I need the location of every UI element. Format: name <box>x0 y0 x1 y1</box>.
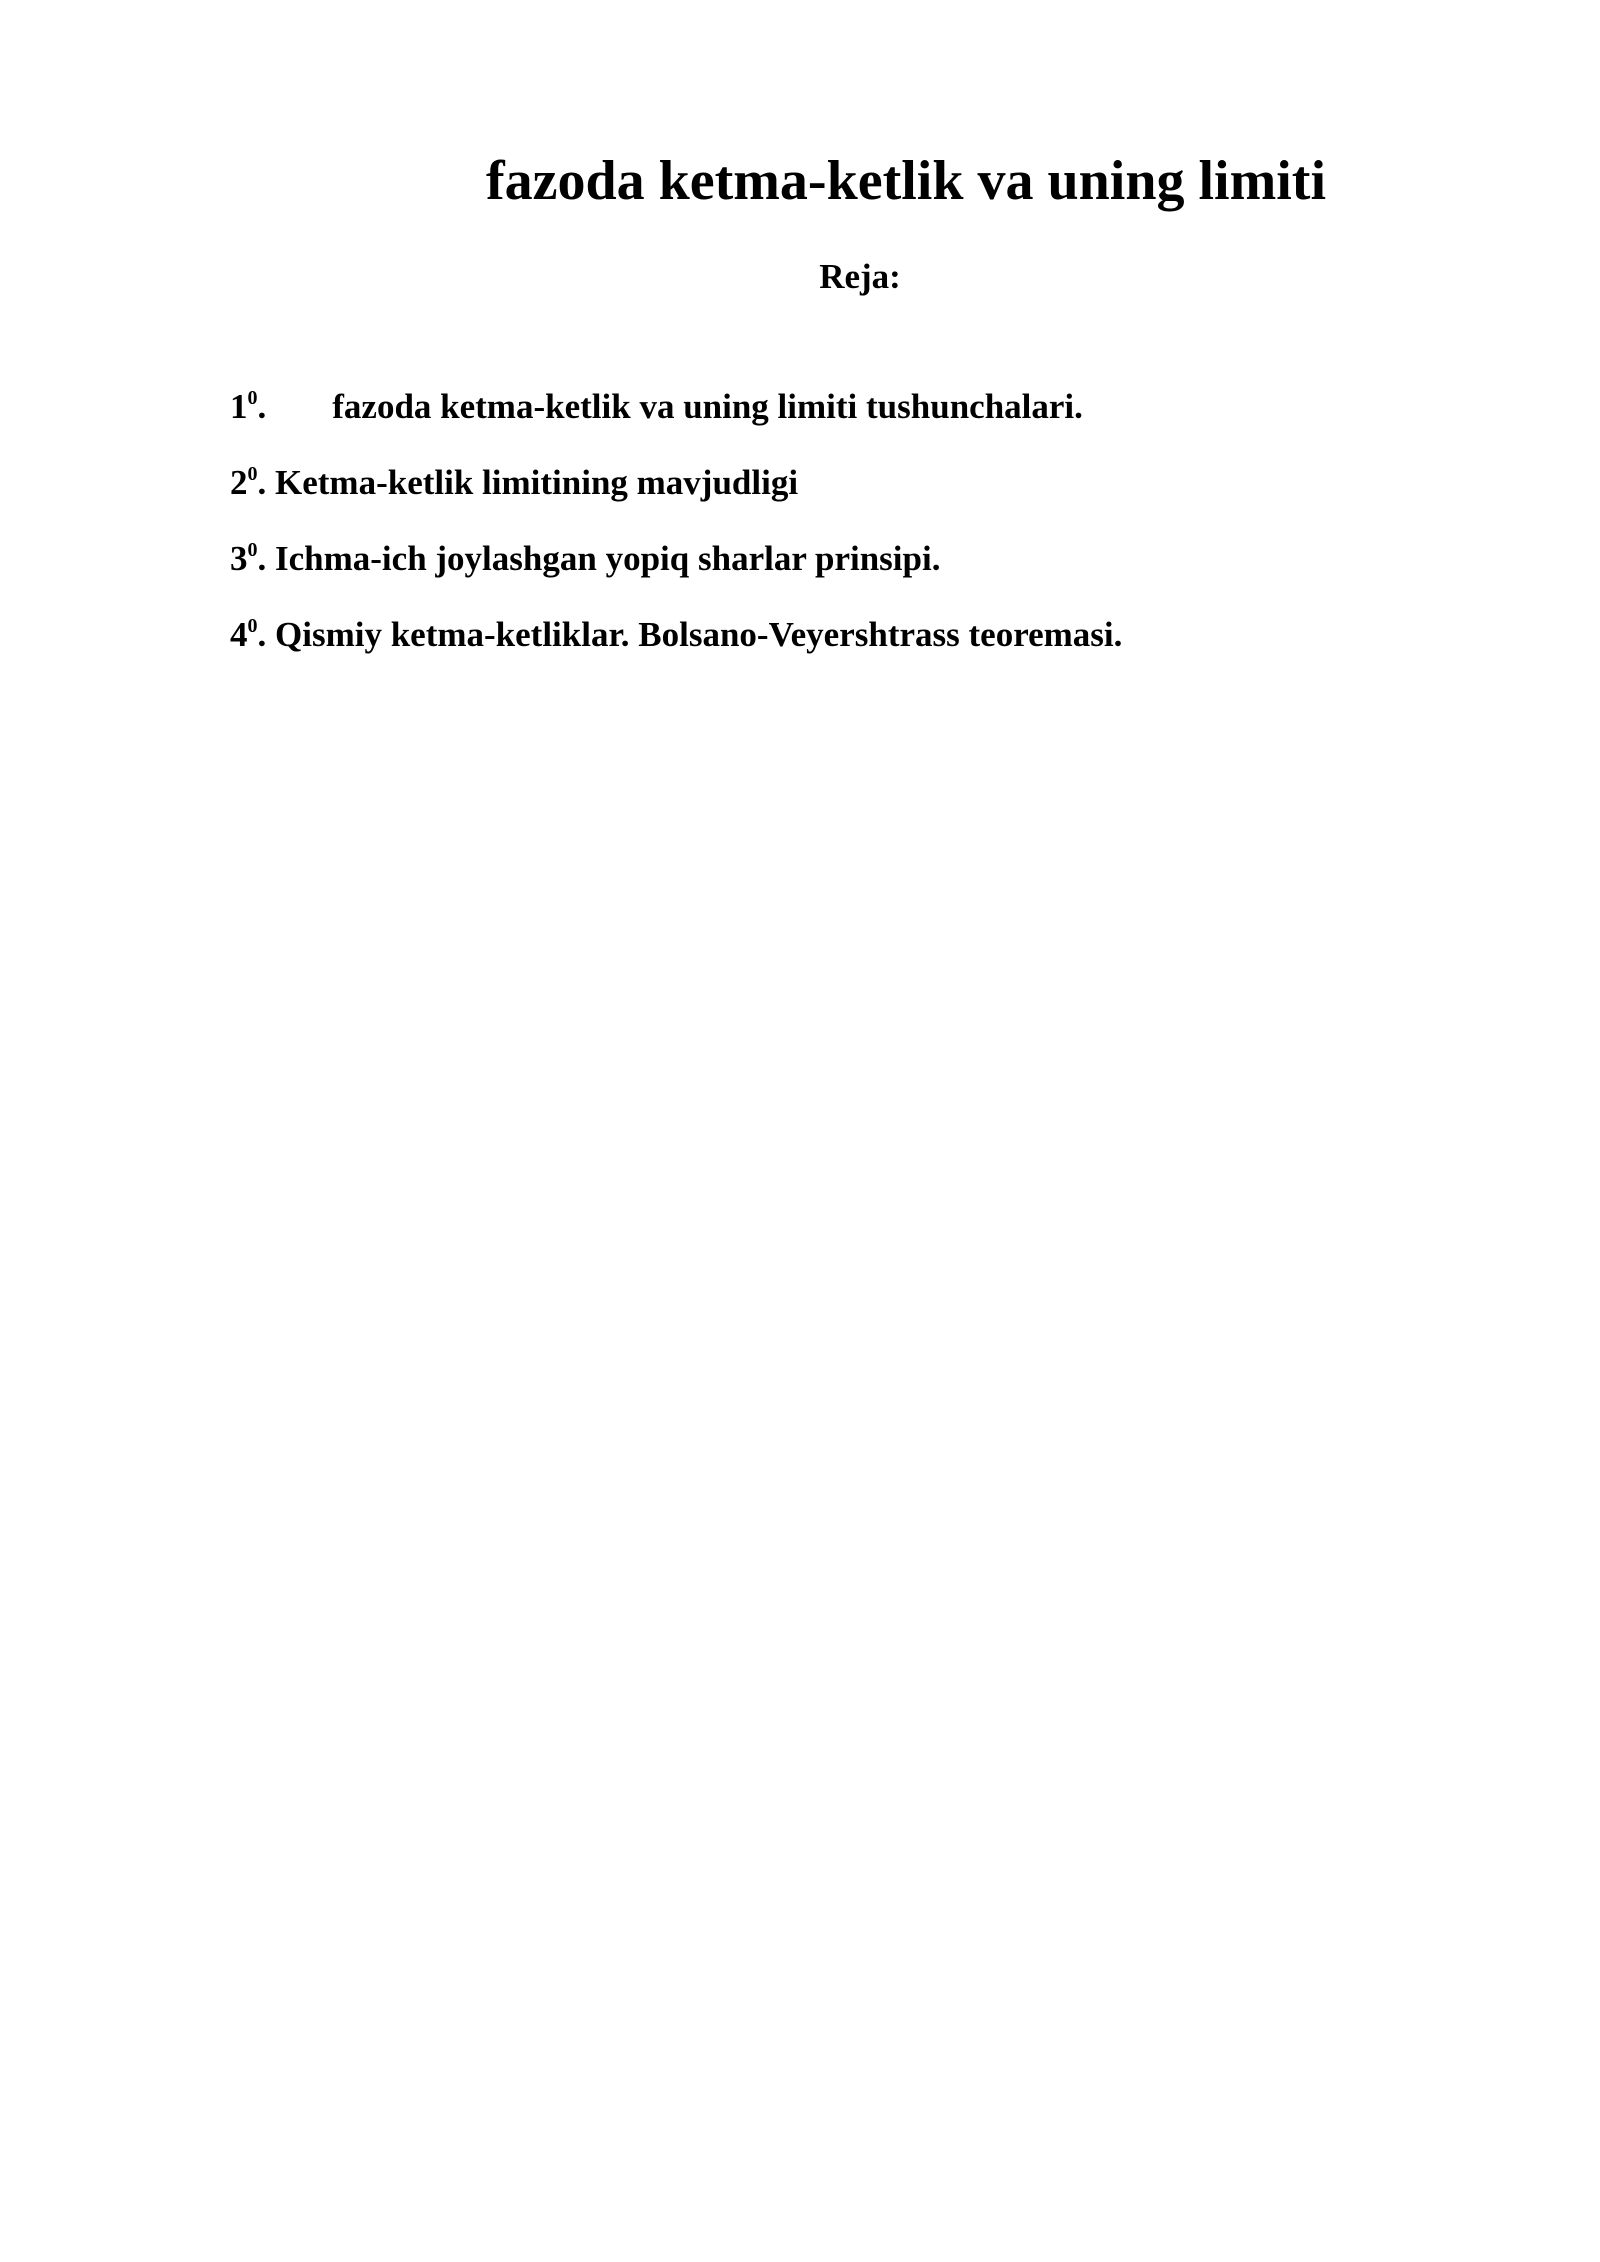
plan-item-text: Ketma-ketlik limitining mavjudligi <box>275 463 799 502</box>
plan-item-text: Ichma-ich joylashgan yopiq sharlar prinsipi. <box>275 539 941 578</box>
page-title: fazoda ketma-ketlik va uning limiti <box>485 150 1327 212</box>
plan-heading: Reja: <box>819 257 901 296</box>
plan-item-2 <box>230 462 1430 504</box>
plan-item-number: $4^0$. <box>230 615 267 654</box>
plan-item-number: $2^0$. <box>230 463 267 502</box>
plan-item-text: fazoda ketma-ketlik va uning limiti tushunchalari. <box>332 387 1083 426</box>
plan-item-number: $1^0$. <box>230 387 267 426</box>
plan-item-3 <box>230 538 1430 580</box>
plan-list <box>230 386 1430 690</box>
plan-item-number: $3^0$. <box>230 539 267 578</box>
plan-item-1 <box>230 386 1430 428</box>
plan-item-text: Qismiy ketma-ketliklar. Bolsano-Veyershtrass teoremasi. <box>275 615 1123 654</box>
plan-item-4 <box>230 614 1430 656</box>
